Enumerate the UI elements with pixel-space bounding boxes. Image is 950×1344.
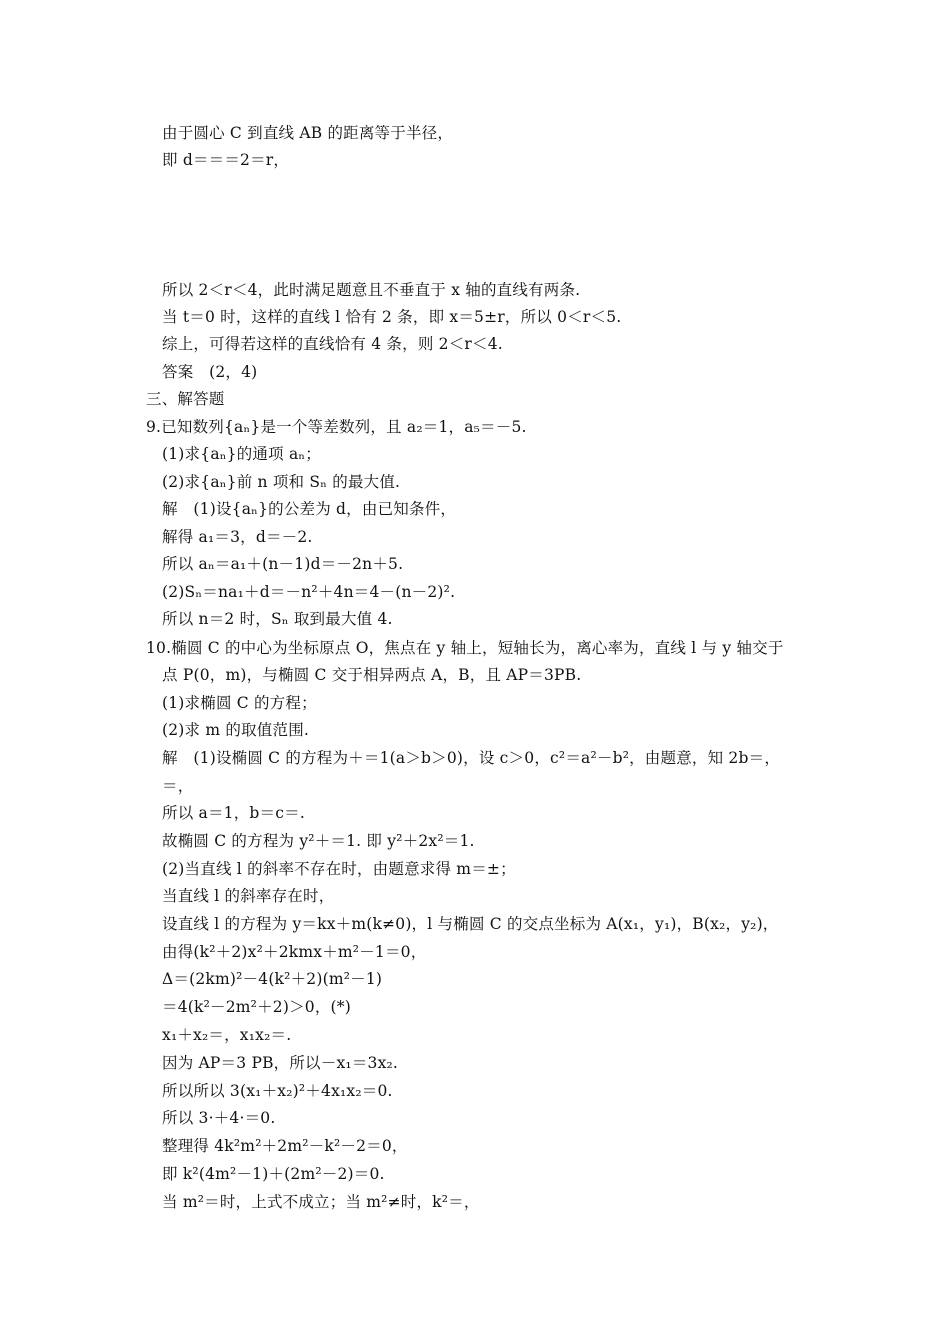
- text-line: x₁＋x₂＝，x₁x₂＝.: [162, 1026, 292, 1044]
- text-line: 解得 a₁＝3，d＝－2.: [162, 528, 313, 546]
- text-line: ＝，: [162, 777, 194, 795]
- text-line: 所以 aₙ＝a₁＋(n－1)d＝－2n＋5.: [162, 555, 404, 573]
- text-line: 所以 a＝1，b＝c＝.: [162, 804, 305, 822]
- problem-statement: 9.已知数列{aₙ}是一个等差数列，且 a₂＝1，a₅＝－5.: [146, 418, 527, 436]
- text-line: 解 (1)设{aₙ}的公差为 d，由已知条件，: [162, 500, 457, 518]
- text-line: 设直线 l 的方程为 y＝kx＋m(k≠0)，l 与椭圆 C 的交点坐标为 A(x₁，y₁)，B(x₂，y₂)，: [162, 915, 779, 933]
- text-line: 由于圆心 C 到直线 AB 的距离等于半径，: [162, 124, 454, 142]
- text-line: 解 (1)设椭圆 C 的方程为＋＝1(a＞b＞0)，设 c＞0，c²＝a²－b²，由题意，知 2b＝，: [162, 749, 781, 767]
- text-line: 所以 3·＋4·＝0.: [162, 1109, 276, 1127]
- text-line: 整理得 4k²m²＋2m²－k²－2＝0，: [162, 1137, 408, 1155]
- text-line: 综上，可得若这样的直线恰有 4 条，则 2＜r＜4.: [162, 335, 503, 353]
- text-line: (1)求{aₙ}的通项 aₙ；: [162, 445, 321, 463]
- text-line: 即 k²(4m²－1)＋(2m²－2)＝0.: [162, 1165, 385, 1183]
- text-line: 由得(k²＋2)x²＋2kmx＋m²－1＝0，: [162, 943, 427, 961]
- text-line: (2)Sₙ＝na₁＋d＝－n²＋4n＝4－(n－2)².: [162, 583, 456, 601]
- text-line: 所以 n＝2 时，Sₙ 取到最大值 4.: [162, 610, 393, 628]
- text-line: 因为 AP＝3 PB，所以－x₁＝3x₂.: [162, 1054, 399, 1072]
- text-line: 所以 2＜r＜4，此时满足题意且不垂直于 x 轴的直线有两条.: [162, 281, 581, 299]
- text-line: 当直线 l 的斜率存在时，: [162, 887, 335, 905]
- text-line: 当 t＝0 时，这样的直线 l 恰有 2 条，即 x＝5±r，所以 0＜r＜5.: [162, 308, 622, 326]
- text-line: 当 m²＝时，上式不成立；当 m²≠时，k²＝，: [162, 1193, 480, 1211]
- text-line: 即 d＝＝＝2＝r，: [162, 151, 290, 169]
- text-line: Δ＝(2km)²－4(k²＋2)(m²－1): [162, 970, 383, 988]
- text-line: (1)求椭圆 C 的方程；: [162, 694, 317, 712]
- text-line: (2)求 m 的取值范围.: [162, 721, 310, 739]
- text-line: ＝4(k²－2m²＋2)＞0，(*): [162, 998, 352, 1016]
- text-line: 点 P(0，m)，与椭圆 C 交于相异两点 A，B，且 AP＝3PB.: [162, 666, 582, 684]
- text-line: (2)当直线 l 的斜率不存在时，由题意求得 m＝±；: [162, 860, 516, 878]
- text-line: (2)求{aₙ}前 n 项和 Sₙ 的最大值.: [162, 473, 401, 491]
- text-line: 所以所以 3(x₁＋x₂)²＋4x₁x₂＝0.: [162, 1082, 393, 1100]
- text-line: 答案 (2，4): [162, 363, 258, 381]
- section-heading: 三、解答题: [146, 390, 225, 408]
- text-line: 故椭圆 C 的方程为 y²＋＝1. 即 y²＋2x²＝1.: [162, 832, 475, 850]
- problem-statement: 10.椭圆 C 的中心为坐标原点 O，焦点在 y 轴上，短轴长为，离心率为，直线 l 与 y 轴交于: [146, 639, 784, 657]
